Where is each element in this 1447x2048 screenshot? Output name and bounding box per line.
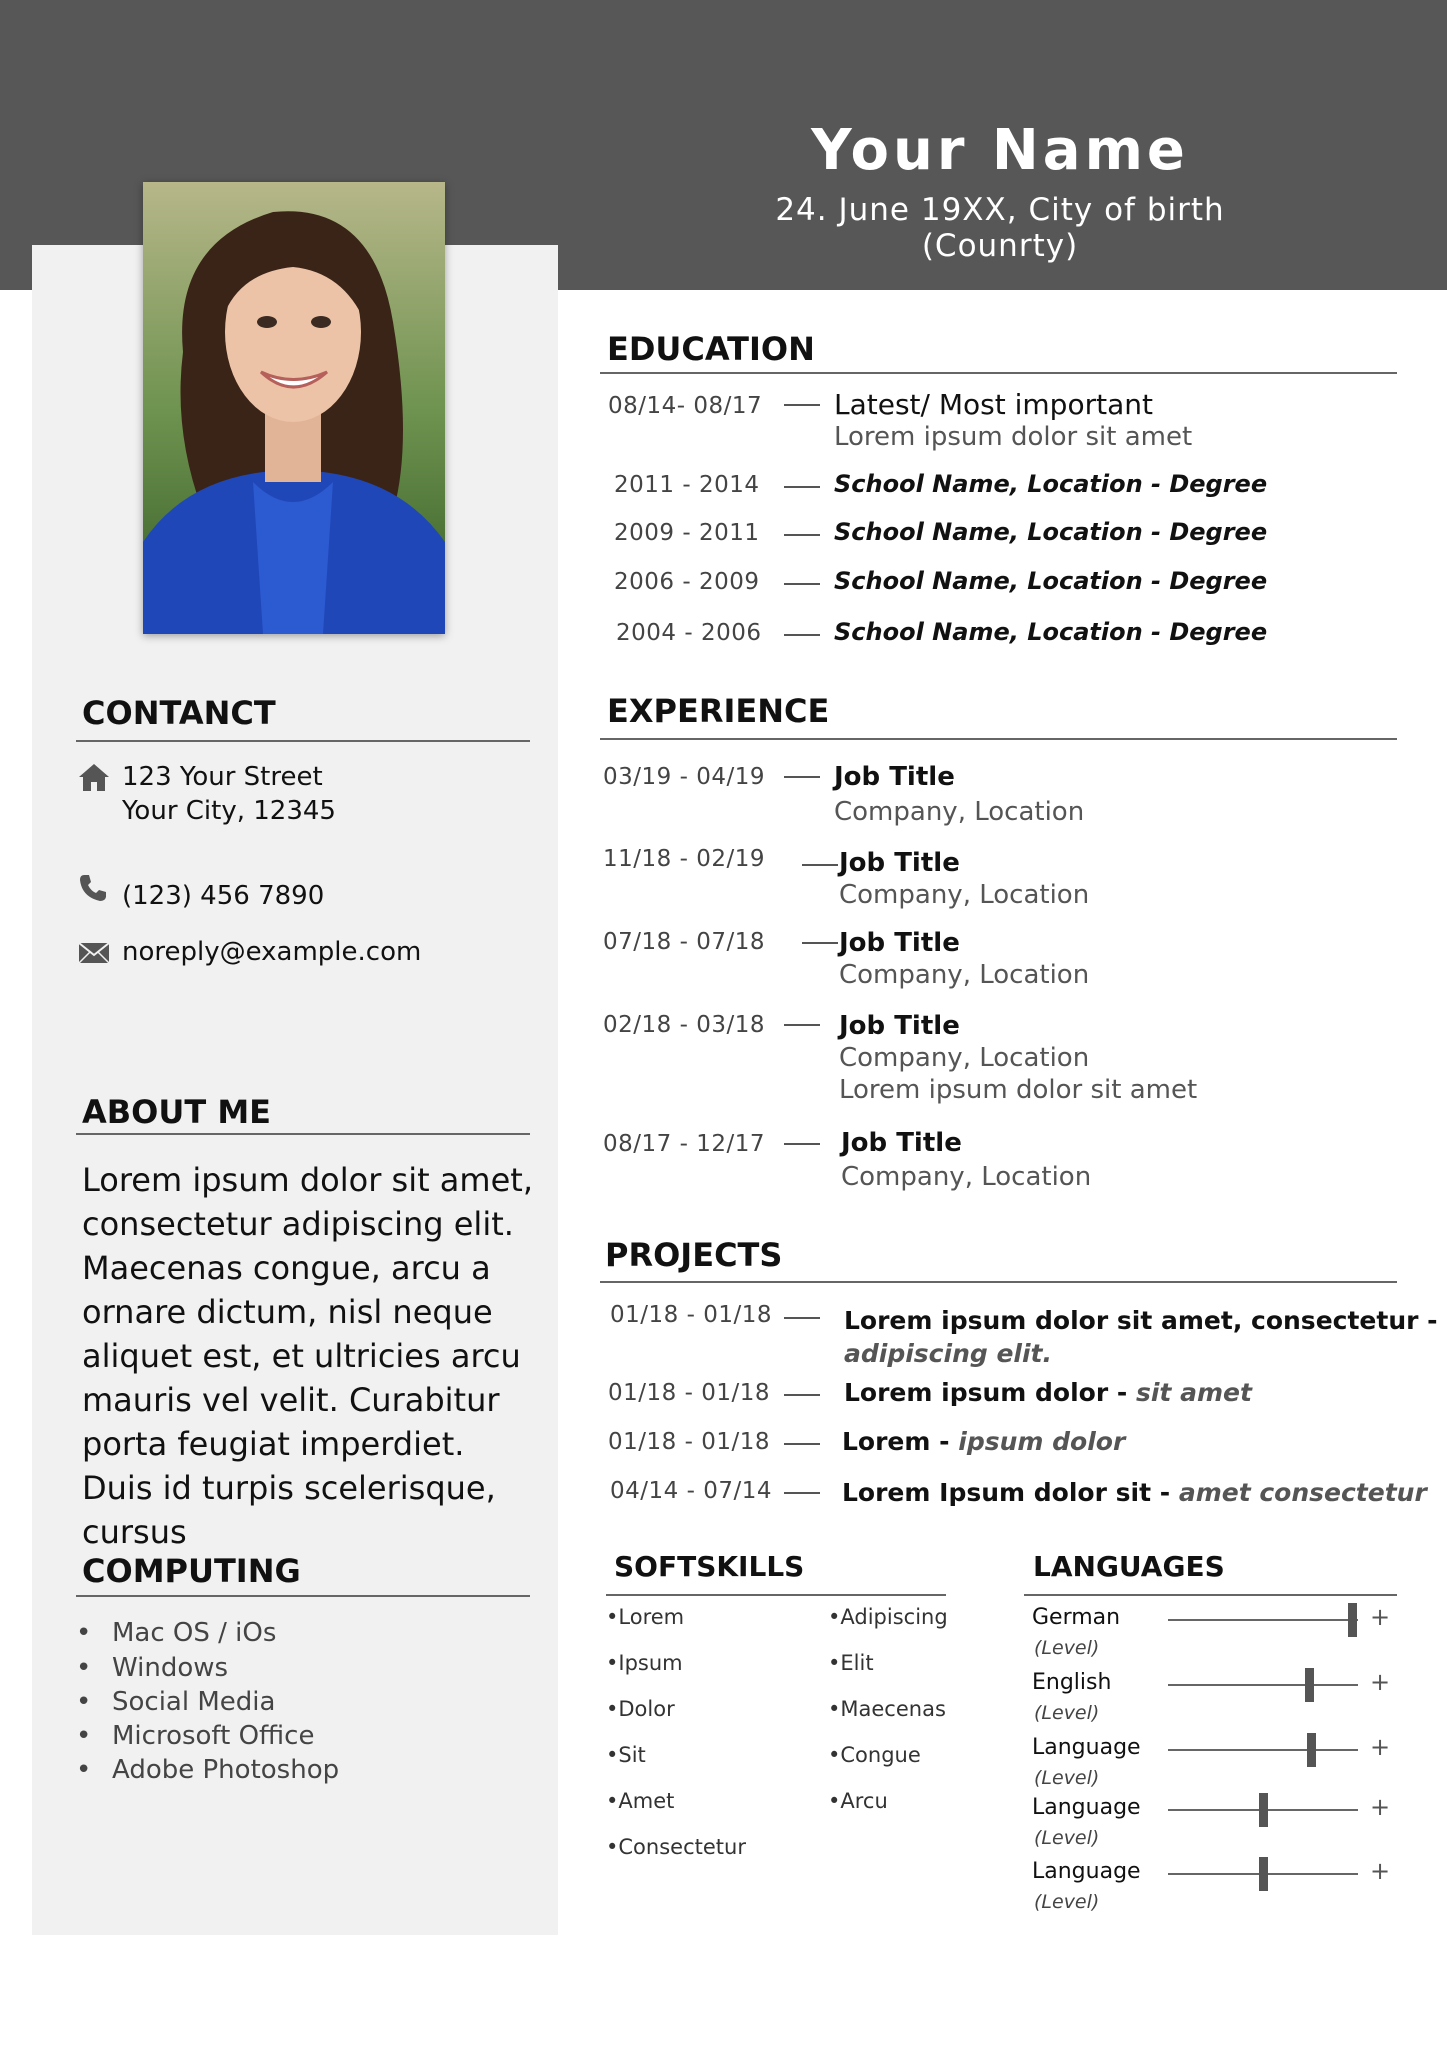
computing-item: • Social Media xyxy=(76,1687,276,1717)
language-name: Language xyxy=(1032,1859,1141,1884)
experience-section-title: EXPERIENCE xyxy=(607,692,830,730)
project-date: 01/18 - 01/18 xyxy=(608,1429,770,1455)
projects-divider xyxy=(600,1281,1397,1283)
job-company: Company, Location xyxy=(839,1043,1090,1073)
softskill-item: •Maecenas xyxy=(828,1697,946,1721)
job-title: Job Title xyxy=(839,1011,960,1041)
person-name: Your Name xyxy=(811,118,1189,183)
computing-section-title: COMPUTING xyxy=(82,1552,301,1590)
softskill-item: •Adipiscing xyxy=(828,1605,948,1629)
project-title: Lorem ipsum dolor sit amet, consectetur - xyxy=(844,1306,1438,1335)
language-name: German xyxy=(1032,1605,1121,1630)
project-date: 01/18 - 01/18 xyxy=(608,1380,770,1406)
contact-email[interactable]: noreply@example.com xyxy=(122,937,422,967)
experience-date: 08/17 - 12/17 xyxy=(603,1131,765,1157)
about-section-title: ABOUT ME xyxy=(82,1093,272,1131)
timeline-dash xyxy=(784,1492,820,1494)
job-detail: Lorem ipsum dolor sit amet xyxy=(839,1075,1198,1105)
contact-section-title: CONTANCT xyxy=(82,694,276,732)
job-company: Company, Location xyxy=(839,960,1090,990)
timeline-dash xyxy=(802,864,838,866)
contact-city: Your City, 12345 xyxy=(122,796,336,826)
portrait-photo xyxy=(143,182,445,634)
phone-icon xyxy=(78,873,108,907)
timeline-dash xyxy=(784,404,820,406)
timeline-dash xyxy=(784,486,820,488)
mail-icon xyxy=(78,942,110,968)
job-title: Job Title xyxy=(834,762,955,792)
languages-section-title: LANGUAGES xyxy=(1033,1550,1225,1583)
education-date: 2004 - 2006 xyxy=(616,620,762,646)
education-date: 08/14- 08/17 xyxy=(608,393,763,419)
plus-icon: + xyxy=(1370,1603,1391,1631)
timeline-dash xyxy=(784,1443,820,1445)
experience-date: 07/18 - 07/18 xyxy=(603,929,765,955)
education-date: 2009 - 2011 xyxy=(614,520,760,546)
education-school: School Name, Location - Degree xyxy=(834,618,1268,646)
job-company: Company, Location xyxy=(841,1162,1092,1192)
education-school: School Name, Location - Degree xyxy=(834,518,1268,546)
computing-item: • Mac OS / iOs xyxy=(76,1618,277,1648)
language-level-label: (Level) xyxy=(1034,1702,1100,1724)
contact-divider xyxy=(76,740,530,742)
timeline-dash xyxy=(784,534,820,536)
timeline-dash xyxy=(784,1394,820,1396)
softskill-item: •Lorem xyxy=(606,1605,685,1629)
language-name: Language xyxy=(1032,1795,1141,1820)
plus-icon: + xyxy=(1370,1668,1391,1696)
about-divider xyxy=(76,1133,530,1135)
language-level-track xyxy=(1168,1749,1358,1751)
education-date: 2011 - 2014 xyxy=(614,472,760,498)
language-level-track xyxy=(1168,1619,1358,1621)
language-level-label: (Level) xyxy=(1034,1767,1100,1789)
birth-info: 24. June 19XX, City of birth (Counrty) xyxy=(775,192,1225,264)
education-school: School Name, Location - Degree xyxy=(834,470,1268,498)
job-company: Company, Location xyxy=(834,797,1085,827)
computing-item: • Adobe Photoshop xyxy=(76,1755,340,1785)
language-level-marker xyxy=(1259,1857,1268,1891)
computing-divider xyxy=(76,1595,530,1597)
project-line: Lorem Ipsum dolor sit - amet consectetur xyxy=(842,1478,1427,1507)
language-level-marker xyxy=(1259,1793,1268,1827)
language-level-label: (Level) xyxy=(1034,1891,1100,1913)
timeline-dash xyxy=(802,942,838,944)
project-line: Lorem - ipsum dolor xyxy=(842,1427,1126,1456)
timeline-dash xyxy=(784,1143,820,1145)
timeline-dash xyxy=(784,634,820,636)
project-line: Lorem ipsum dolor - sit amet xyxy=(844,1378,1252,1407)
experience-divider xyxy=(600,738,1397,740)
softskills-section-title: SOFTSKILLS xyxy=(614,1550,805,1583)
language-level-track xyxy=(1168,1684,1358,1686)
plus-icon: + xyxy=(1370,1793,1391,1821)
softskill-item: •Dolor xyxy=(606,1697,675,1721)
timeline-dash xyxy=(784,583,820,585)
language-name: Language xyxy=(1032,1735,1141,1760)
plus-icon: + xyxy=(1370,1857,1391,1885)
education-section-title: EDUCATION xyxy=(607,330,815,368)
plus-icon: + xyxy=(1370,1733,1391,1761)
language-level-marker xyxy=(1307,1733,1316,1767)
home-icon xyxy=(78,762,110,796)
language-name: English xyxy=(1032,1670,1112,1695)
project-date: 01/18 - 01/18 xyxy=(610,1302,772,1328)
softskill-item: •Congue xyxy=(828,1743,921,1767)
experience-date: 03/19 - 04/19 xyxy=(603,764,765,790)
softskill-item: •Arcu xyxy=(828,1789,888,1813)
language-level-marker xyxy=(1305,1668,1314,1702)
softskill-item: •Amet xyxy=(606,1789,675,1813)
language-level-marker xyxy=(1348,1603,1357,1637)
language-level-label: (Level) xyxy=(1034,1827,1100,1849)
contact-phone[interactable]: (123) 456 7890 xyxy=(122,881,325,911)
projects-section-title: PROJECTS xyxy=(605,1236,783,1274)
softskill-item: •Ipsum xyxy=(606,1651,683,1675)
education-detail: Lorem ipsum dolor sit amet xyxy=(834,422,1193,452)
experience-date: 11/18 - 02/19 xyxy=(603,846,765,872)
education-date: 2006 - 2009 xyxy=(614,569,760,595)
project-date: 04/14 - 07/14 xyxy=(610,1478,772,1504)
experience-date: 02/18 - 03/18 xyxy=(603,1012,765,1038)
job-title: Job Title xyxy=(841,1128,962,1158)
computing-item: • Windows xyxy=(76,1653,229,1683)
timeline-dash xyxy=(784,776,820,778)
softskill-item: •Sit xyxy=(606,1743,646,1767)
education-divider xyxy=(600,372,1397,374)
education-title: Latest/ Most important xyxy=(834,388,1153,421)
project-subtitle: adipiscing elit. xyxy=(844,1339,1053,1368)
job-title: Job Title xyxy=(839,928,960,958)
timeline-dash xyxy=(784,1317,820,1319)
computing-item: • Microsoft Office xyxy=(76,1721,315,1751)
timeline-dash xyxy=(784,1024,820,1026)
about-text: Lorem ipsum dolor sit amet, consectetur adipiscing elit. Maecenas congue, arcu a ornare dictum, nisl neque aliquet est, et ultricies arcu mauris vel velit. Curabitur porta feugiat imperdiet. Duis id turpis scelerisque, cursus xyxy=(82,1161,533,1551)
softskills-divider xyxy=(606,1594,946,1596)
job-title: Job Title xyxy=(839,848,960,878)
portrait-illustration xyxy=(143,182,445,634)
education-school: School Name, Location - Degree xyxy=(834,567,1268,595)
softskill-item: •Elit xyxy=(828,1651,874,1675)
contact-street: 123 Your Street xyxy=(122,762,323,792)
job-company: Company, Location xyxy=(839,880,1090,910)
language-level-label: (Level) xyxy=(1034,1637,1100,1659)
softskill-item: •Consectetur xyxy=(606,1835,746,1859)
languages-divider xyxy=(1024,1594,1397,1596)
